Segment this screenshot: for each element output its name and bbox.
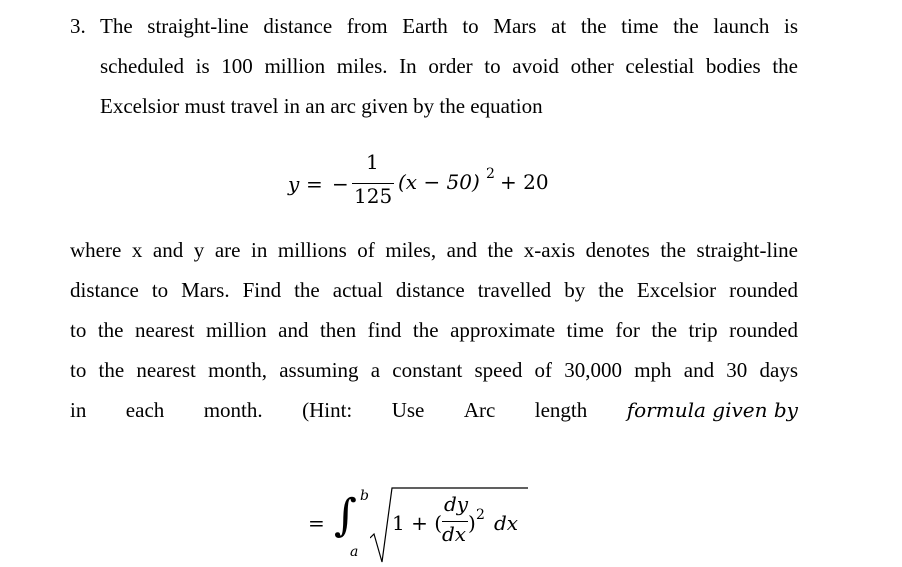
hint-word: each bbox=[125, 398, 165, 422]
eq2-numerator: dy bbox=[444, 492, 469, 516]
hint-word: month. bbox=[203, 398, 263, 422]
eq2-close: ) bbox=[468, 511, 476, 535]
hint-word: Use bbox=[391, 398, 425, 422]
eq1-tail: + 20 bbox=[500, 170, 549, 194]
hint-word: in bbox=[70, 398, 87, 422]
problem-number: 3. bbox=[70, 14, 86, 38]
hint-line bbox=[70, 396, 798, 424]
body-line-4: to the nearest month, assuming a constant speed of 30,000 mph and 30 days bbox=[70, 358, 798, 382]
eq1-numerator: 1 bbox=[366, 150, 379, 174]
eq2-one-plus: 1 + ( bbox=[392, 511, 442, 535]
intro-line-1: The straight-line distance from Earth to Mars at the time the launch is bbox=[100, 14, 798, 38]
eq2-upper-limit: b bbox=[360, 488, 369, 504]
body-line-2: distance to Mars. Find the actual distance travelled by the Excelsior rounded bbox=[70, 278, 798, 302]
eq2-denominator: dx bbox=[442, 522, 467, 546]
eq2-differential: dx bbox=[494, 511, 519, 535]
eq2-equals: = bbox=[308, 511, 325, 535]
body-line-3: to the nearest million and then find the approximate time for the trip rounded bbox=[70, 318, 798, 342]
eq1-exponent: 2 bbox=[486, 166, 495, 182]
eq1-equals: = bbox=[306, 172, 323, 196]
eq1-minus: − bbox=[332, 172, 349, 196]
eq2-exponent: 2 bbox=[476, 507, 485, 523]
integral-sign-icon: ∫ bbox=[334, 490, 357, 541]
eq2-lower-limit: a bbox=[350, 544, 359, 560]
hint-word: length bbox=[534, 398, 588, 422]
eq1-body: (x − 50) bbox=[398, 170, 480, 194]
hint-math-phrase: formula given by bbox=[626, 398, 798, 422]
eq1-denominator: 125 bbox=[354, 184, 393, 208]
intro-line-2: scheduled is 100 million miles. In order to avoid other celestial bodies the bbox=[100, 54, 798, 78]
body-line-1: where x and y are in millions of miles, and the x-axis denotes the straight-line bbox=[70, 238, 798, 262]
intro-line-3: Excelsior must travel in an arc given by the equation bbox=[100, 94, 543, 118]
eq1-lhs: y bbox=[288, 172, 300, 196]
hint-word: Arc bbox=[463, 398, 496, 422]
hint-word: (Hint: bbox=[302, 398, 353, 422]
